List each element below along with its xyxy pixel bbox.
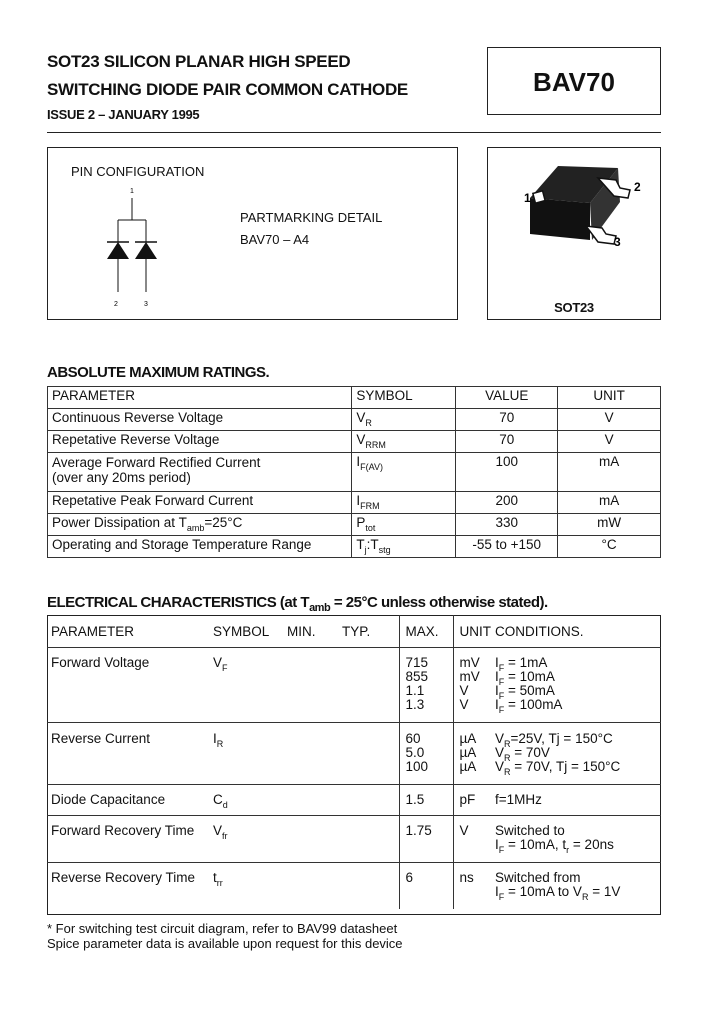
table-row — [48, 409, 661, 431]
table-row — [48, 453, 661, 492]
elec-heading: ELECTRICAL CHARACTERISTICS (at $T_{amb} = 25^\circ C$ unless otherwise stated). — [47, 594, 548, 614]
header-rule — [47, 132, 661, 133]
symbol-cell: $V_{RRM}$ — [352, 431, 456, 453]
unit-cell: ns — [453, 863, 495, 910]
table-row — [47, 785, 661, 816]
param-cell: Continuous Reverse Voltage — [48, 409, 352, 431]
table-row — [48, 514, 661, 536]
diode-2-icon — [135, 242, 157, 259]
sot23-package-icon — [488, 148, 660, 319]
col-header: CONDITIONS. — [495, 624, 584, 639]
param-cell: Diode Capacitance — [47, 785, 213, 816]
unit-cell: °C — [558, 536, 661, 558]
value-cell: 100 — [456, 453, 558, 492]
abs-max-heading: ABSOLUTE MAXIMUM RATINGS. — [47, 364, 270, 381]
symbol-cell: $V_{fr}$ — [213, 816, 287, 863]
symbol-cell: $V_R$ — [352, 409, 456, 431]
param-cell: Average Forward Rectified Current (over any 20ms period) — [48, 453, 352, 492]
max-cell: 60 5.0 100 — [399, 723, 453, 785]
pin-2-label: 2 — [114, 301, 118, 308]
pin-3-label: 3 — [144, 301, 148, 308]
col-header: PARAMETER — [48, 387, 352, 409]
param-cell: Reverse Current — [47, 723, 213, 785]
package-box — [487, 147, 661, 320]
issue-date: ISSUE 2 – JANUARY 1995 — [47, 107, 200, 122]
title-line-1: SOT23 SILICON PLANAR HIGH SPEED — [47, 52, 351, 71]
table-header-row — [47, 615, 661, 648]
unit-cell: mV mV V V — [453, 648, 495, 723]
elec-table — [47, 615, 661, 909]
package-pin-1-label: 1 — [524, 191, 531, 205]
table-row — [48, 536, 661, 558]
part-number: BAV70 — [533, 67, 615, 97]
pin-1-label: 1 — [130, 188, 134, 195]
package-pin-2-label: 2 — [634, 180, 641, 194]
col-header: UNIT — [558, 387, 661, 409]
param-cell: Forward Voltage — [47, 648, 213, 723]
pin-config-box — [47, 147, 458, 320]
value-cell: 200 — [456, 492, 558, 514]
col-header: PARAMETER — [51, 624, 135, 639]
col-header: TYP. — [342, 624, 371, 639]
unit-cell: mA — [558, 492, 661, 514]
param-cell: Forward Recovery Time — [47, 816, 213, 863]
max-cell: 1.5 — [399, 785, 453, 816]
value-cell: 70 — [456, 409, 558, 431]
col-header: SYMBOL — [352, 387, 456, 409]
conditions-cell: Switched from $I_F = 10mA$ to $V_R = 1V$ — [495, 863, 661, 910]
unit-cell: pF — [453, 785, 495, 816]
table-row — [47, 816, 661, 863]
diode-1-icon — [107, 242, 129, 259]
conditions-cell: f=1MHz — [495, 785, 661, 816]
table-row — [48, 431, 661, 453]
col-header: VALUE — [456, 387, 558, 409]
param-cell: Repetative Reverse Voltage — [48, 431, 352, 453]
param-cell: Reverse Recovery Time — [47, 863, 213, 910]
symbol-cell: $I_R$ — [213, 723, 287, 785]
symbol-cell: $V_F$ — [213, 648, 287, 723]
conditions-cell: $I_F = 1mA$ $I_F = 10mA$ $I_F = 50mA$ $I_F = 100mA$ — [495, 648, 661, 723]
symbol-cell: $I_{F(AV)}$ — [352, 453, 456, 492]
col-header: SYMBOL — [213, 624, 270, 639]
partmarking-heading: PARTMARKING DETAIL — [240, 210, 383, 225]
unit-cell: mA — [558, 453, 661, 492]
pin-config-heading: PIN CONFIGURATION — [71, 164, 205, 179]
max-cell: 1.75 — [399, 816, 453, 863]
unit-cell: µA µA µA — [453, 723, 495, 785]
symbol-cell: $P_{tot}$ — [352, 514, 456, 536]
abs-max-table — [47, 386, 661, 558]
table-header-row — [48, 387, 661, 409]
param-cell: Power Dissipation at $T_{amb}=25^\circ C$ — [48, 514, 352, 536]
symbol-cell: $T_j:T_{stg}$ — [352, 536, 456, 558]
col-header: MAX. — [399, 615, 453, 648]
table-row — [47, 863, 661, 910]
unit-cell: V — [558, 409, 661, 431]
unit-cell: V — [558, 431, 661, 453]
table-row — [47, 648, 661, 723]
table-row — [47, 723, 661, 785]
conditions-cell: $V_R=25V$, Tj = 150°C $V_R = 70V$ $V_R = 70V$, Tj = 150°C — [495, 723, 661, 785]
value-cell: -55 to +150 — [456, 536, 558, 558]
diode-pair-symbol — [98, 184, 168, 310]
part-number-box — [487, 47, 661, 115]
package-name: SOT23 — [554, 300, 594, 315]
value-cell: 330 — [456, 514, 558, 536]
partmarking-value: BAV70 – A4 — [240, 232, 310, 247]
param-cell: Repetative Peak Forward Current — [48, 492, 352, 514]
footnote-2: Spice parameter data is available upon request for this device — [47, 936, 403, 951]
col-header: MIN. — [287, 624, 316, 639]
title-line-2: SWITCHING DIODE PAIR COMMON CATHODE — [47, 80, 408, 99]
col-header: UNIT — [453, 615, 495, 648]
footnote-1: * For switching test circuit diagram, refer to BAV99 datasheet — [47, 921, 398, 936]
unit-cell: V — [453, 816, 495, 863]
symbol-cell: $I_{FRM}$ — [352, 492, 456, 514]
max-cell: 715 855 1.1 1.3 — [399, 648, 453, 723]
param-cell: Operating and Storage Temperature Range — [48, 536, 352, 558]
symbol-cell: $t_{rr}$ — [213, 863, 287, 910]
symbol-cell: $C_d$ — [213, 785, 287, 816]
max-cell: 6 — [399, 863, 453, 910]
table-row — [48, 492, 661, 514]
value-cell: 70 — [456, 431, 558, 453]
conditions-cell: Switched to $I_F = 10mA$, $t_r = 20ns$ — [495, 816, 661, 863]
unit-cell: mW — [558, 514, 661, 536]
package-pin-3-label: 3 — [614, 235, 621, 249]
